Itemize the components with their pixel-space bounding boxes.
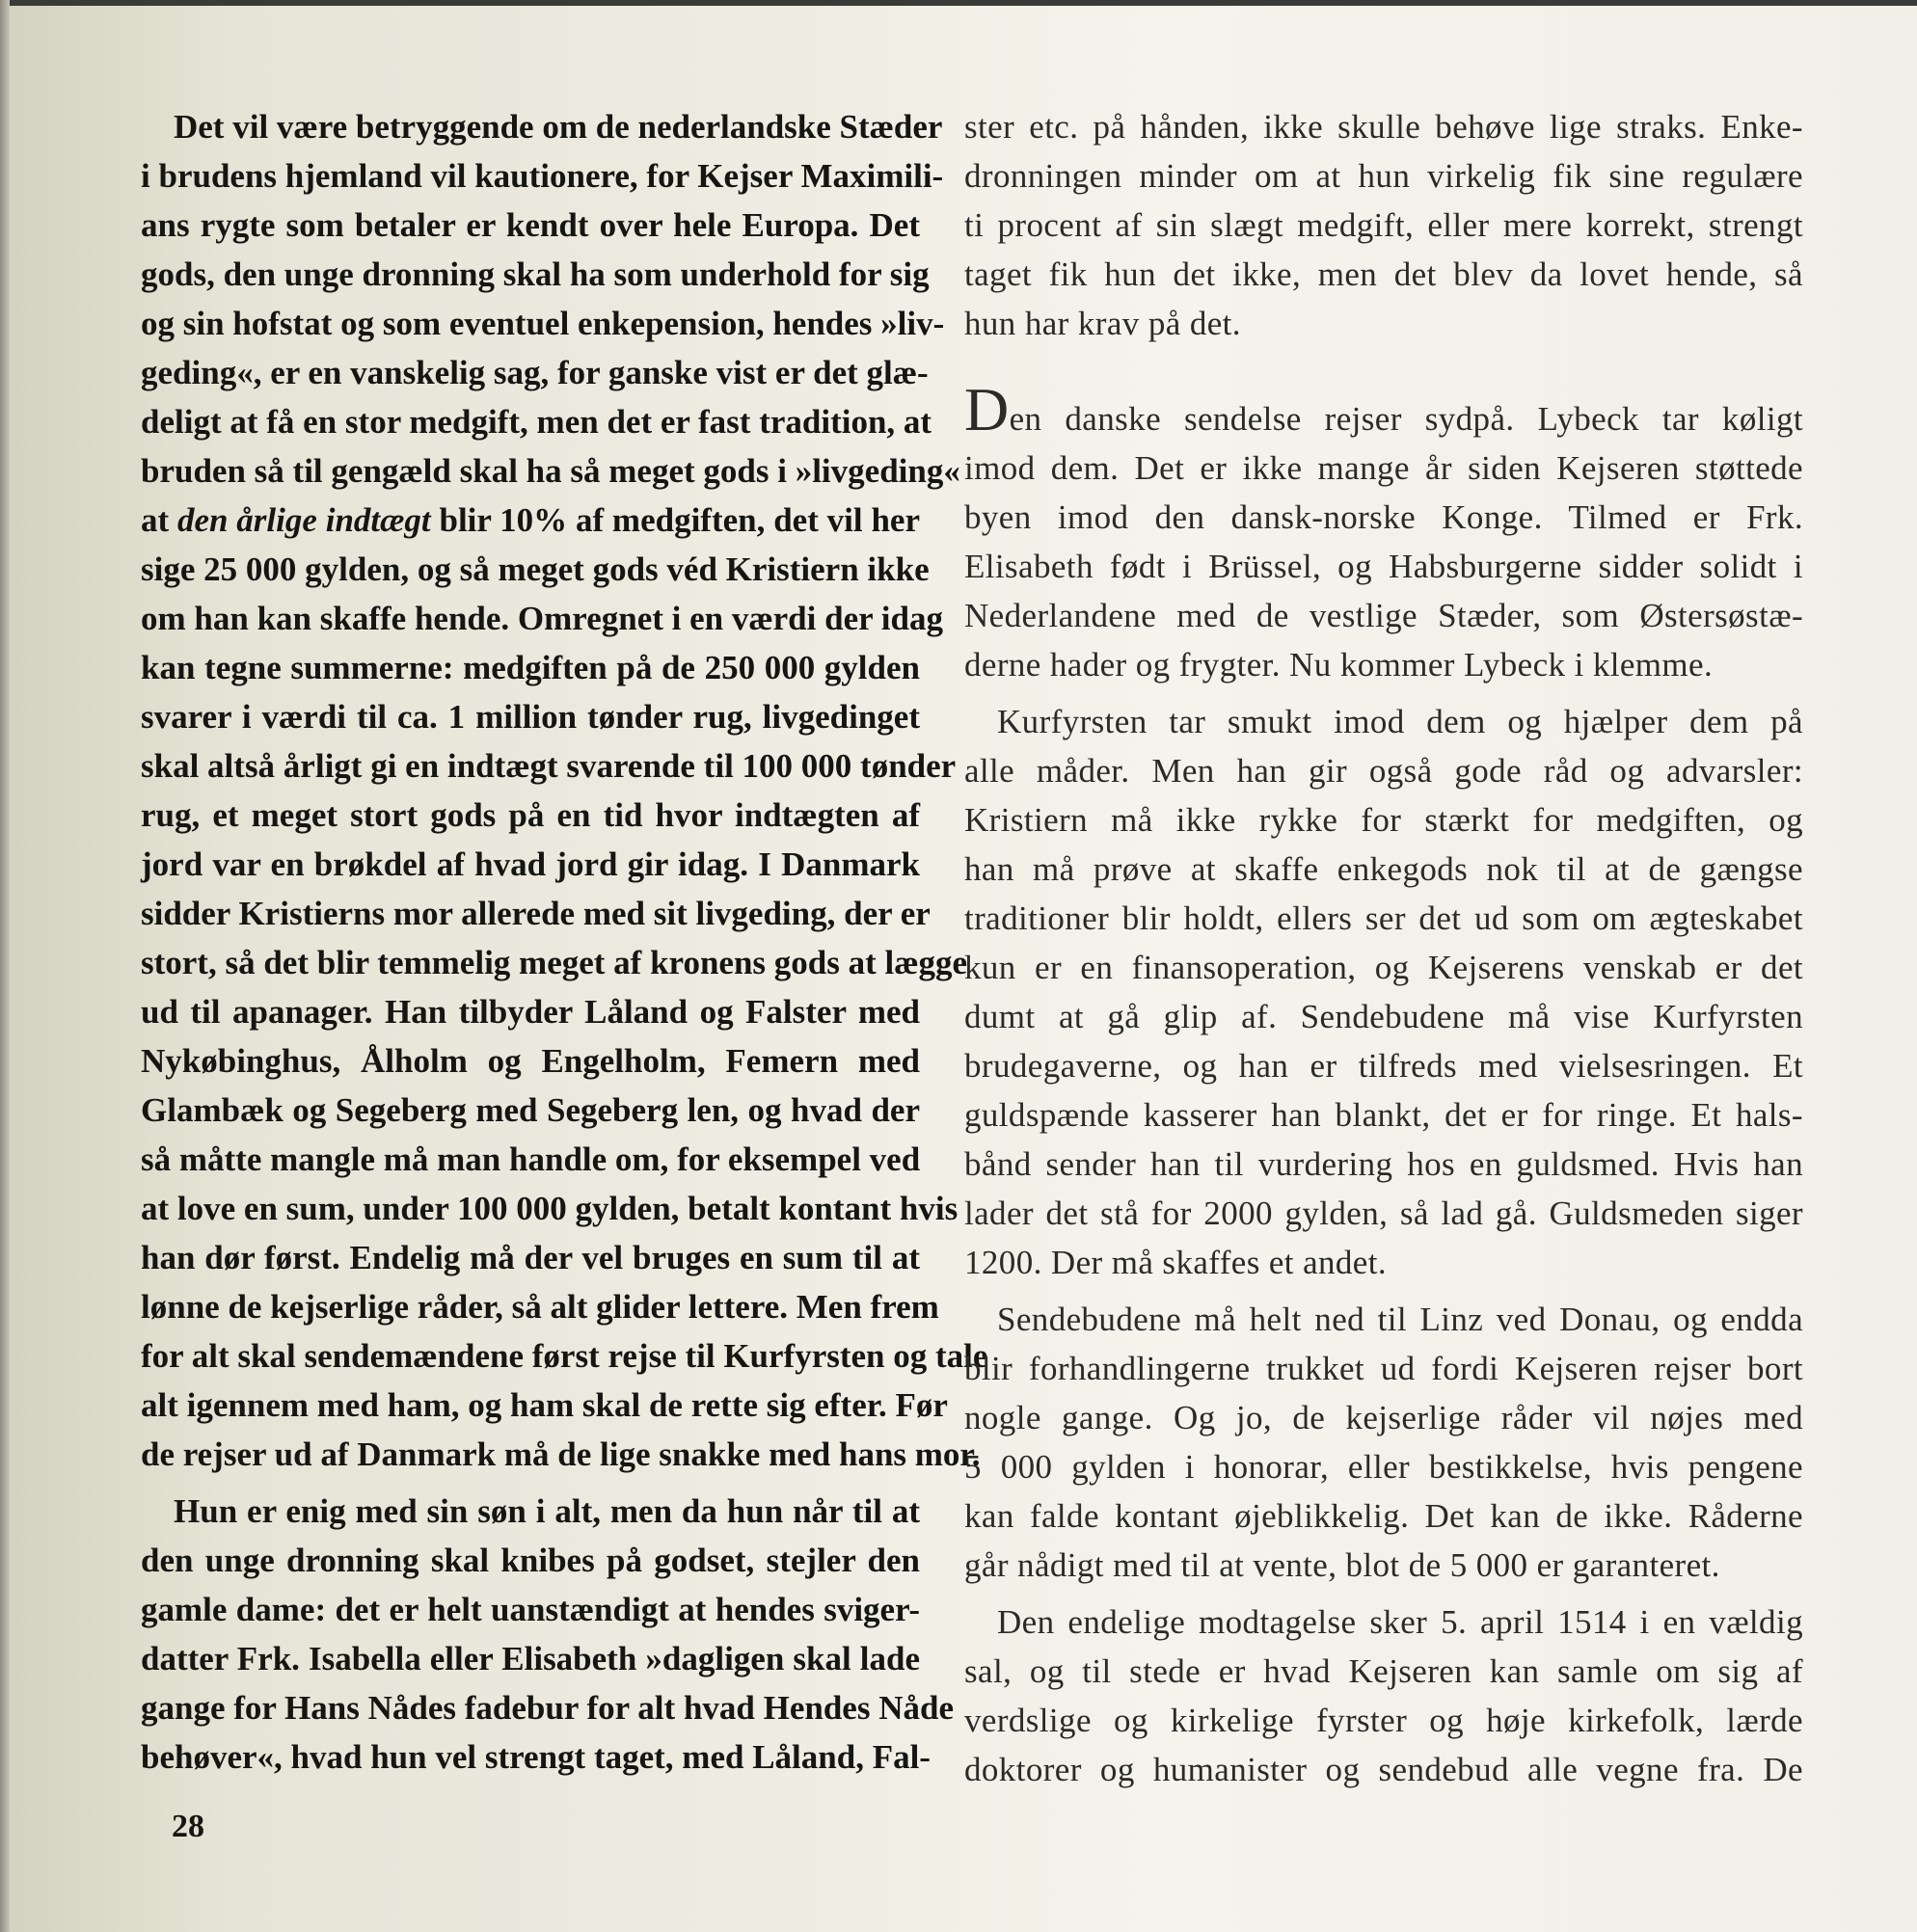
text-line: sal, og til stede er hvad Kejseren kan samle om sig af [964, 1652, 1803, 1690]
text-line: Elisabeth født i Brüssel, og Habsburgerne sidder solidt i [964, 548, 1803, 585]
text-line: derne hader og frygter. Nu kommer Lybeck i klemme. [964, 646, 1714, 684]
text-line: datter Frk. Isabella eller Elisabeth »dagligen skal lade [141, 1640, 920, 1677]
italic-phrase: den årlige indtægt [176, 501, 431, 539]
text-line: kan tegne summerne: medgiften på de 250 000 gylden [141, 649, 920, 686]
text-line: guldspænde kasserer han blankt, det er for ringe. Et hals- [964, 1096, 1803, 1134]
text-line: Den endelige modtagelse sker 5. april 1514 i en vældig [997, 1603, 1803, 1641]
text-line: nogle gange. Og jo, de kejserlige råder vil nøjes med [964, 1399, 1803, 1436]
text-line: gods, den unge dronning skal ha som underhold for sig [141, 255, 930, 293]
text-line: om han kan skaffe hende. Omregnet i en værdi der idag [141, 600, 943, 637]
right-paragraph-4 [964, 1295, 1803, 1590]
page-binding-edge [0, 0, 10, 1932]
text-line: de rejser ud af Danmark må de lige snakke med hans mor. [141, 1436, 981, 1473]
text-line: kan falde kontant øjeblikkelig. Det kan de ikke. Råderne [964, 1497, 1803, 1535]
text-line: gange for Hans Nådes fadebur for alt hvad Hendes Nåde [141, 1689, 954, 1727]
text-line: hun har krav på det. [964, 305, 1241, 342]
page-number: 28 [172, 1809, 204, 1844]
text-line: kun er en finansoperation, og Kejserens venskab er det [964, 949, 1803, 986]
text-line: går nådigt med til at vente, blot de 5 000 er garanteret. [964, 1546, 1720, 1584]
text-line: så måtte mangle må man handle om, for eksempel ved [141, 1140, 921, 1178]
text-line: Nykøbinghus, Ålholm og Engelholm, Femern med [141, 1042, 920, 1080]
text-line: lønne de kejserlige råder, så alt glider lettere. Men frem [141, 1288, 939, 1326]
right-paragraph-3 [964, 697, 1803, 1287]
text-line: svarer i værdi til ca. 1 million tønder rug, livgedinget [141, 698, 920, 736]
right-text-column [964, 102, 1803, 1794]
right-paragraph-1 [964, 102, 1803, 348]
text-line: Glambæk og Segeberg med Segeberg len, og hvad der [141, 1091, 920, 1129]
text-line: dumt at gå glip af. Sendebudene må vise Kurfyrsten [964, 998, 1803, 1035]
text-line: alle måder. Men han gir også gode råd og advarsler: [964, 752, 1803, 790]
text-line: byen imod den dansk-norske Konge. Tilmed er Frk. [964, 498, 1803, 536]
text-line: i brudens hjemland vil kautionere, for Kejser Maximili- [141, 157, 944, 195]
text-line: verdslige og kirkelige fyrster og høje kirkefolk, lærde [964, 1702, 1803, 1739]
text-line: alt igennem med ham, og ham skal de rette sig efter. Før [141, 1386, 948, 1424]
text-line: Sendebudene må helt ned til Linz ved Donau, og endda [997, 1301, 1803, 1338]
text-line: Hun er enig med sin søn i alt, men da hun når til at [174, 1492, 920, 1530]
text-line: at love en sum, under 100 000 gylden, betalt kontant hvis [141, 1190, 958, 1227]
right-paragraph-5 [964, 1597, 1803, 1794]
text-line: Kristiern må ikke rykke for stærkt for medgiften, og [964, 801, 1803, 839]
text-line: imod dem. Det er ikke mange år siden Kejseren støttede [964, 449, 1803, 487]
text-line: skal altså årligt gi en indtægt svarende til 100 000 tønder [141, 747, 957, 785]
text-line: 1200. Der må skaffes et andet. [964, 1244, 1388, 1281]
text-line: ud til apanager. Han tilbyder Låland og Falster med [141, 993, 920, 1031]
text-line: brudegaverne, og han er tilfreds med vielsesringen. Et [964, 1047, 1803, 1085]
text-line: 5 000 gylden i honorar, eller bestikkelse, hvis pengene [964, 1448, 1803, 1486]
text-line: at den årlige indtægt blir 10% af medgiften, det vil her [141, 501, 920, 539]
text-line: geding«, er en vanskelig sag, for ganske vist er det glæ- [141, 354, 929, 391]
drop-cap: D [964, 375, 1010, 443]
text-line: Den danske sendelse rejser sydpå. Lybeck tar køligt [964, 375, 1803, 443]
text-line: for alt skal sendemændene først rejse til Kurfyrsten og tale [141, 1337, 988, 1375]
text-line: han må prøve at skaffe enkegods nok til at de gængse [964, 850, 1803, 888]
page-top-edge [0, 0, 1917, 6]
text-line: lader det stå for 2000 gylden, så lad gå. Guldsmeden siger [964, 1194, 1803, 1232]
text-line: deligt at få en stor medgift, men det er fast tradition, at [141, 403, 932, 441]
text-line: doktorer og humanister og sendebud alle vegne fra. De [964, 1751, 1803, 1788]
text-line: stort, så det blir temmelig meget af kronens gods at lægge [141, 944, 968, 981]
text-line: Kurfyrsten tar smukt imod dem og hjælper dem på [997, 703, 1803, 740]
text-line: den unge dronning skal knibes på godset, stejler den [141, 1542, 920, 1579]
text-line: bruden så til gengæld skal ha så meget gods i »livgeding« [141, 452, 960, 490]
text-line: traditioner blir holdt, ellers ser det ud som om ægteskabet [964, 899, 1803, 937]
text-line: jord var en brøkdel af hvad jord gir idag. I Danmark [141, 845, 920, 883]
text-line: ti procent af sin slægt medgift, eller mere korrekt, strengt [964, 206, 1803, 244]
left-paragraph-2 [141, 1487, 954, 1782]
text-line: ster etc. på hånden, ikke skulle behøve lige straks. Enke- [964, 108, 1803, 146]
left-text-column [141, 102, 988, 1782]
text-line: dronningen minder om at hun virkelig fik sine regulære [964, 157, 1803, 195]
text-line: taget fik hun det ikke, men det blev da lovet hende, så [964, 255, 1803, 293]
text-line: bånd sender han til vurdering hos en guldsmed. Hvis han [964, 1145, 1803, 1183]
right-paragraph-2 [964, 443, 1803, 689]
text-line: sidder Kristierns mor allerede med sit livgeding, der er [141, 895, 931, 932]
text-line: sige 25 000 gylden, og så meget gods véd Kristiern ikke [141, 550, 930, 588]
text-line: rug, et meget stort gods på en tid hvor indtægten af [141, 796, 920, 834]
text-line: gamle dame: det er helt uanstændigt at hendes sviger- [141, 1591, 920, 1628]
text-line: og sin hofstat og som eventuel enkepension, hendes »liv- [141, 305, 945, 342]
text-line: Det vil være betryggende om de nederlandske Stæder [174, 108, 943, 146]
text-line: han dør først. Endelig må der vel bruges en sum til at [141, 1239, 920, 1276]
text-line: behøver«, hvad hun vel strengt taget, med Låland, Fal- [141, 1738, 931, 1776]
left-paragraph-1 [141, 102, 960, 496]
text-line: Nederlandene med de vestlige Stæder, som Østersøstæ- [964, 597, 1803, 634]
text-line: ans rygte som betaler er kendt over hele Europa. Det [141, 206, 920, 244]
text-line: blir forhandlingerne trukket ud fordi Kejseren rejser bort [964, 1350, 1803, 1387]
